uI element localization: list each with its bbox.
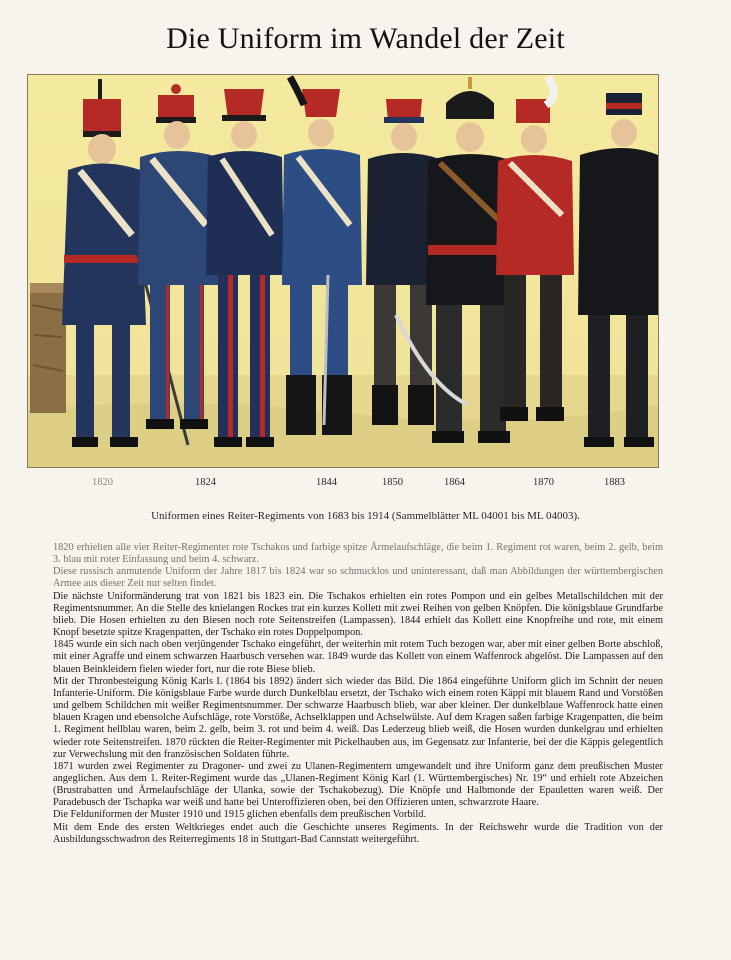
year-label: 1820 [92, 477, 113, 488]
paragraph: Die nächste Uniformänderung trat von 1821 bis 1823 ein. Die Tschakos erhielten ein rotes Pompon und ein gelbes Metallschildchen mit der Regimentsnummer. An die Stelle des knielangen Rockes trat ein kurzes Kollett mit zwei Reihen von gelben Knöpfen. Die königsblaue Grundfarbe blieb. Die Hosen erhielten zu den Biesen noch rote Seitenstreifen (Lampassen). 1844 erhielt das Kollett eine Knopfreihe und rote, mit einem Knopf besetzte spitze Kragenpatten, der Tschako ein rotes Doppelpompon. [53, 590, 663, 639]
year-label: 1864 [444, 477, 465, 488]
body-text [53, 542, 663, 846]
paragraph: Mit dem Ende des ersten Weltkrieges endet auch die Geschichte unseres Regiments. In der Reichswehr wurde die Tradition von der Ausbildungsschwadron des Reiterregiments 18 in Stuttgart-Bad Cannstatt weitergeführt. [53, 821, 663, 845]
paragraph: Diese russisch anmutende Uniform der Jahre 1817 bis 1824 war so schmucklos und uninteressant, daß man Abbildungen der württembergischen Armee aus dieser Zeit nur selten findet. [53, 566, 663, 590]
paragraph: 1871 wurden zwei Regimenter zu Dragoner- und zwei zu Ulanen-Regimentern umgewandelt und ihre Uniform ganz dem preußischen Muster angeglichen. Aus dem 1. Reiter-Regiment wurde das „Ulanen-Regiment König Karl (1. Württembergisches) Nr. 19“ und erhielt rote Abzeichen (Brustrabatten und Ärmelaufschläge der Ulanka, sowie der Tschakobezug). Die Knöpfe und Halbmonde der Epauletten waren weiß. Der Paradebusch der Tschapka war weiß und hatte bei Unteroffizieren oben, bei den Offizieren unten, schwarzrote Haare. [53, 760, 663, 809]
year-label: 1883 [604, 477, 625, 488]
year-label: 1824 [195, 477, 216, 488]
year-label: 1850 [382, 477, 403, 488]
uniform-illustration [27, 74, 659, 468]
paragraph: Die Felduniformen der Muster 1910 und 1915 glichen ebenfalls dem preußischen Vorbild. [53, 809, 427, 821]
paragraph: 1820 erhielten alle vier Reiter-Regimenter rote Tschakos und farbige spitze Ärmelaufschläge, die beim 1. Regiment rot waren, beim 2. gelb, beim 3. blau mit roter Einfassung und beim 4. schwarz. [53, 542, 663, 566]
year-label: 1870 [533, 477, 554, 488]
paragraph: Mit der Thronbesteigung König Karls I. (1864 bis 1892) ändert sich wieder das Bild. Die 1864 eingeführte Uniform glich im Schnitt der neuen Infanterie-Uniform. Die königsblaue Farbe wurde durch Dunkelblau ersetzt, der Tschako wich einem roten Käppi mit blauem Rand und Vorstößen und gelbem Schildchen mit weißer Regimentsnummer. Der schwarze Haarbusch blieb, war aber kleiner. Der dunkelblaue Waffenrock hatte einen blauen Kragen und ebensolche Aufschläge, rote Vorstöße, Achselklappen und Achselwülste. Auf dem Kragen saßen farbige Kragenpatten, die beim 1. Regiment hellblau waren, beim 2. gelb, beim 3. rot und beim 4. weiß. Das Lederzeug blieb weiß, die Hosen wurden dunkelgrau und erhielten wieder rote Seitenstreifen. 1870 rückten die Reiter-Regimenter mit Pickelhauben aus, im Gegensatz zur Infanterie, bei der die Käppis gelegentlich zur Verwechslung mit den französischen Soldaten führte. [53, 675, 664, 760]
year-labels [0, 477, 731, 493]
paragraph: 1845 wurde ein sich nach oben verjüngender Tschako eingeführt, der weiterhin mit rotem Tuch bezogen war, aber mit einer gelben Borte abschloß, mit einer Agraffe und einem schwarzen Haarbusch versehen war. 1849 wurde das Kollett von einem Waffenrock abgelöst. Die Lampassen auf den blauen Beinkleidern fielen wieder fort, nur die rote Biese blieb. [53, 639, 663, 675]
figure-caption: Uniformen eines Reiter-Regiments von 1683 bis 1914 (Sammelblätter ML 04001 bis ML 04003). [151, 510, 580, 522]
page-title: Die Uniform im Wandel der Zeit [166, 22, 565, 55]
tree-stump [30, 283, 66, 413]
year-label: 1844 [316, 477, 337, 488]
